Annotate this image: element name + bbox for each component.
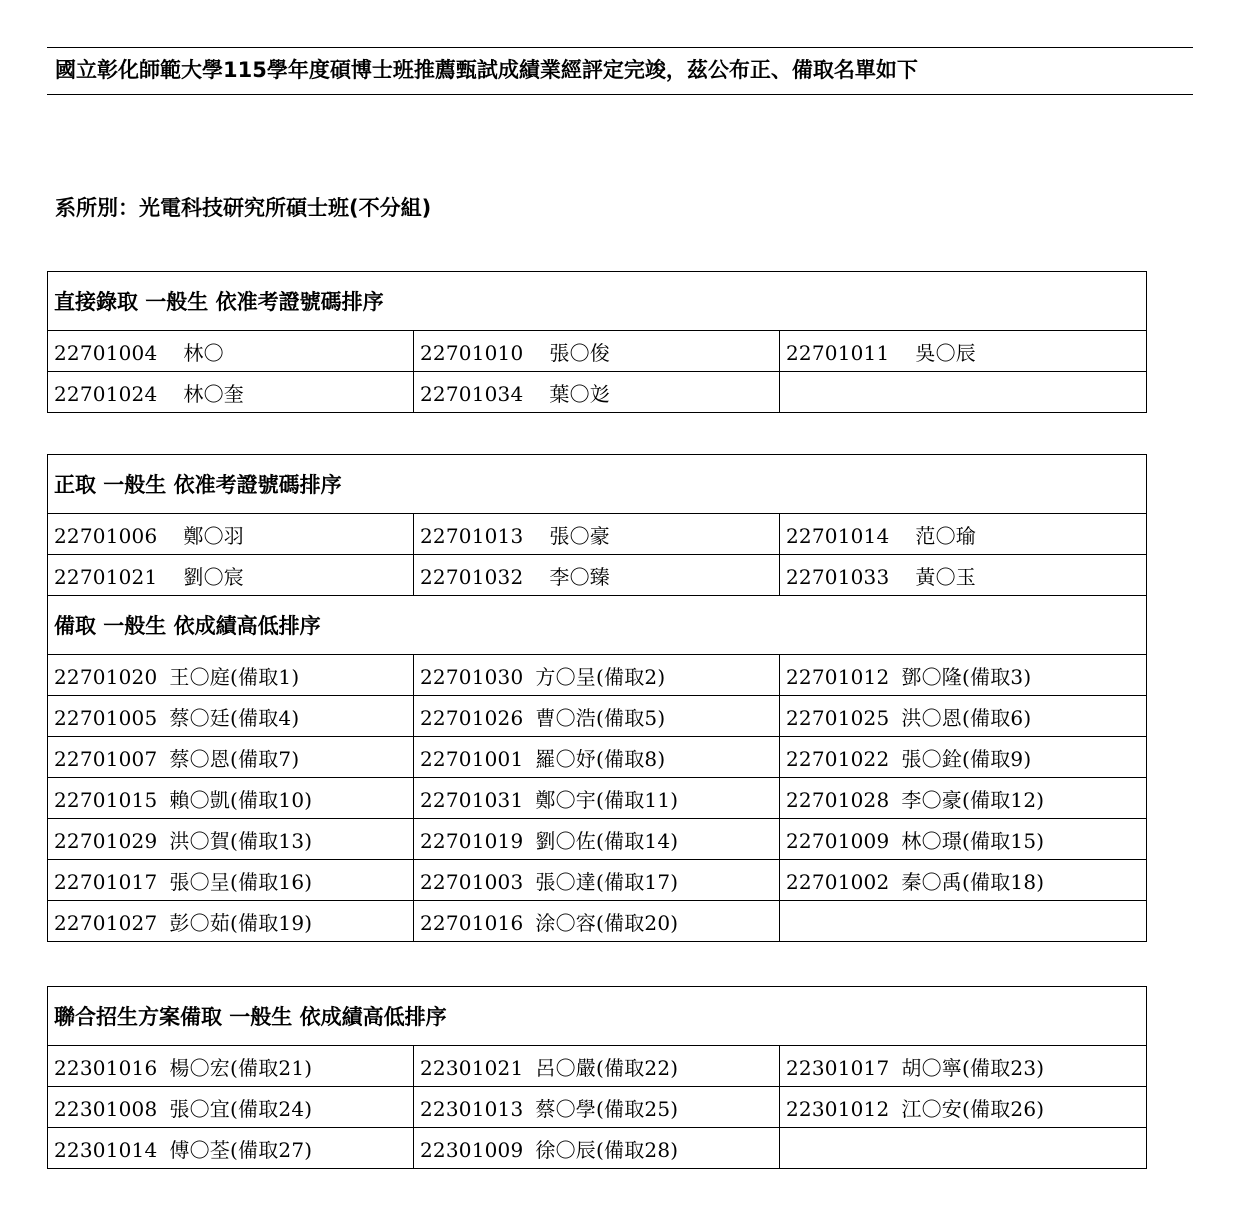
- exam-id: 22701025: [786, 705, 890, 730]
- candidate-cell: [414, 331, 780, 372]
- exam-id: 22701013: [420, 523, 524, 548]
- candidate-cell: [780, 655, 1147, 696]
- exam-id: 22701030: [420, 664, 524, 689]
- exam-id: 22701022: [786, 746, 890, 771]
- candidate-cell: [780, 514, 1147, 555]
- candidate-cell: [414, 514, 780, 555]
- exam-id: 22701006: [54, 523, 158, 548]
- candidate-name: 蔡〇學(備取25): [535, 1096, 679, 1121]
- exam-id: 22701016: [420, 910, 524, 935]
- exam-id: 22701028: [786, 787, 890, 812]
- candidate-name: 洪〇賀(備取13): [169, 828, 313, 853]
- candidate-name: 葉〇彣: [549, 381, 611, 406]
- table-row: [48, 372, 1147, 413]
- candidate-cell: [780, 737, 1147, 778]
- title-bottom-rule: [47, 94, 1193, 95]
- candidate-name: 劉〇宸: [183, 564, 245, 589]
- candidate-name: 傅〇荃(備取27): [169, 1137, 313, 1162]
- candidate-name: 江〇安(備取26): [901, 1096, 1045, 1121]
- candidate-name: 林〇奎: [183, 381, 245, 406]
- candidate-cell: [414, 901, 780, 942]
- table-row: [48, 737, 1147, 778]
- exam-id: 22701002: [786, 869, 890, 894]
- candidate-name: 鄭〇宇(備取11): [535, 787, 679, 812]
- candidate-cell: [48, 737, 414, 778]
- exam-id: 22701003: [420, 869, 524, 894]
- candidate-cell: [414, 819, 780, 860]
- exam-id: 22701012: [786, 664, 890, 689]
- exam-id: 22701007: [54, 746, 158, 771]
- candidate-name: 張〇豪: [549, 523, 611, 548]
- exam-id: 22701032: [420, 564, 524, 589]
- candidate-cell: [414, 655, 780, 696]
- candidate-cell: [414, 555, 780, 596]
- candidate-cell: [780, 860, 1147, 901]
- candidate-name: 楊〇宏(備取21): [169, 1055, 313, 1080]
- exam-id: 22701029: [54, 828, 158, 853]
- candidate-name: 張〇達(備取17): [535, 869, 679, 894]
- table-row: [48, 860, 1147, 901]
- exam-id: 22701019: [420, 828, 524, 853]
- candidate-cell: [48, 1046, 414, 1087]
- candidate-name: 李〇豪(備取12): [901, 787, 1045, 812]
- candidate-cell: [780, 696, 1147, 737]
- department-label: 系所別：光電科技研究所碩士班(不分組): [55, 196, 432, 220]
- candidate-name: 張〇呈(備取16): [169, 869, 313, 894]
- exam-id: 22301021: [420, 1055, 524, 1080]
- exam-id: 22701004: [54, 340, 158, 365]
- section-title: 正取 一般生 依准考證號碼排序: [48, 455, 1147, 514]
- exam-id: 22701010: [420, 340, 524, 365]
- candidate-name: 徐〇辰(備取28): [535, 1137, 679, 1162]
- candidate-name: 賴〇凱(備取10): [169, 787, 313, 812]
- candidate-name: 吳〇辰: [915, 340, 977, 365]
- candidate-name: 鄧〇隆(備取3): [901, 664, 1032, 689]
- exam-id: 22701024: [54, 381, 158, 406]
- table-row: [48, 655, 1147, 696]
- candidate-name: 張〇銓(備取9): [901, 746, 1032, 771]
- candidate-name: 李〇臻: [549, 564, 611, 589]
- candidate-name: 鄭〇羽: [183, 523, 245, 548]
- candidate-cell: [48, 372, 414, 413]
- candidate-name: 洪〇恩(備取6): [901, 705, 1032, 730]
- exam-id: 22301016: [54, 1055, 158, 1080]
- exam-id: 22301013: [420, 1096, 524, 1121]
- candidate-cell: [780, 555, 1147, 596]
- candidate-name: 蔡〇恩(備取7): [169, 746, 300, 771]
- candidate-cell: [414, 696, 780, 737]
- exam-id: 22701020: [54, 664, 158, 689]
- exam-id: 22701014: [786, 523, 890, 548]
- exam-id: 22701021: [54, 564, 158, 589]
- candidate-cell: [414, 778, 780, 819]
- empty-cell: [780, 1128, 1147, 1169]
- candidate-cell: [414, 1128, 780, 1169]
- title-top-rule: [47, 47, 1193, 48]
- page-title: 國立彰化師範大學115學年度碩博士班推薦甄試成績業經評定完竣，茲公布正、備取名單如下: [55, 58, 918, 82]
- candidate-cell: [780, 1087, 1147, 1128]
- table-row: [48, 778, 1147, 819]
- candidate-cell: [780, 1046, 1147, 1087]
- table-row: [48, 555, 1147, 596]
- exam-id: 22301012: [786, 1096, 890, 1121]
- exam-id: 22701015: [54, 787, 158, 812]
- exam-id: 22301008: [54, 1096, 158, 1121]
- section-title: 備取 一般生 依成績高低排序: [48, 596, 1147, 655]
- empty-cell: [780, 372, 1147, 413]
- candidate-name: 曹〇浩(備取5): [535, 705, 666, 730]
- table-row: [48, 1046, 1147, 1087]
- candidate-cell: [48, 555, 414, 596]
- candidate-cell: [414, 1087, 780, 1128]
- joint-admission-waitlist-table: [47, 986, 1147, 1169]
- candidate-cell: [48, 819, 414, 860]
- candidate-cell: [48, 696, 414, 737]
- section-title: 直接錄取 一般生 依准考證號碼排序: [48, 272, 1147, 331]
- table-row: [48, 1128, 1147, 1169]
- admission-waitlist-table: [47, 454, 1147, 942]
- candidate-name: 林〇璟(備取15): [901, 828, 1045, 853]
- candidate-cell: [48, 1087, 414, 1128]
- exam-id: 22701017: [54, 869, 158, 894]
- candidate-cell: [414, 1046, 780, 1087]
- exam-id: 22701026: [420, 705, 524, 730]
- candidate-cell: [48, 331, 414, 372]
- exam-id: 22701011: [786, 340, 890, 365]
- section-header-row: [48, 272, 1147, 331]
- candidate-cell: [48, 778, 414, 819]
- candidate-name: 涂〇容(備取20): [535, 910, 679, 935]
- candidate-name: 羅〇妤(備取8): [535, 746, 666, 771]
- candidate-name: 林〇: [183, 340, 224, 365]
- section-header-row: [48, 596, 1147, 655]
- candidate-cell: [48, 860, 414, 901]
- candidate-name: 范〇瑜: [915, 523, 977, 548]
- candidate-cell: [414, 737, 780, 778]
- exam-id: 22701034: [420, 381, 524, 406]
- candidate-cell: [414, 860, 780, 901]
- candidate-cell: [48, 514, 414, 555]
- candidate-name: 王〇庭(備取1): [169, 664, 300, 689]
- candidate-name: 秦〇禹(備取18): [901, 869, 1045, 894]
- direct-admission-table: [47, 271, 1147, 413]
- section-title: 聯合招生方案備取 一般生 依成績高低排序: [48, 987, 1147, 1046]
- table-row: [48, 901, 1147, 942]
- candidate-name: 呂〇嚴(備取22): [535, 1055, 679, 1080]
- exam-id: 22701033: [786, 564, 890, 589]
- candidate-name: 彭〇茹(備取19): [169, 910, 313, 935]
- candidate-cell: [780, 778, 1147, 819]
- table-row: [48, 696, 1147, 737]
- candidate-name: 張〇俊: [549, 340, 611, 365]
- candidate-name: 張〇宜(備取24): [169, 1096, 313, 1121]
- candidate-cell: [780, 331, 1147, 372]
- exam-id: 22701027: [54, 910, 158, 935]
- candidate-cell: [48, 901, 414, 942]
- exam-id: 22301017: [786, 1055, 890, 1080]
- table-row: [48, 331, 1147, 372]
- section-header-row: [48, 987, 1147, 1046]
- candidate-cell: [414, 372, 780, 413]
- candidate-cell: [48, 655, 414, 696]
- exam-id: 22301009: [420, 1137, 524, 1162]
- candidate-name: 黃〇玉: [915, 564, 977, 589]
- table-row: [48, 1087, 1147, 1128]
- exam-id: 22701005: [54, 705, 158, 730]
- candidate-cell: [48, 1128, 414, 1169]
- candidate-cell: [780, 819, 1147, 860]
- table-row: [48, 514, 1147, 555]
- exam-id: 22701001: [420, 746, 524, 771]
- exam-id: 22701031: [420, 787, 524, 812]
- empty-cell: [780, 901, 1147, 942]
- candidate-name: 胡〇寧(備取23): [901, 1055, 1045, 1080]
- section-header-row: [48, 455, 1147, 514]
- candidate-name: 方〇呈(備取2): [535, 664, 666, 689]
- candidate-name: 蔡〇廷(備取4): [169, 705, 300, 730]
- exam-id: 22701009: [786, 828, 890, 853]
- exam-id: 22301014: [54, 1137, 158, 1162]
- table-row: [48, 819, 1147, 860]
- candidate-name: 劉〇佐(備取14): [535, 828, 679, 853]
